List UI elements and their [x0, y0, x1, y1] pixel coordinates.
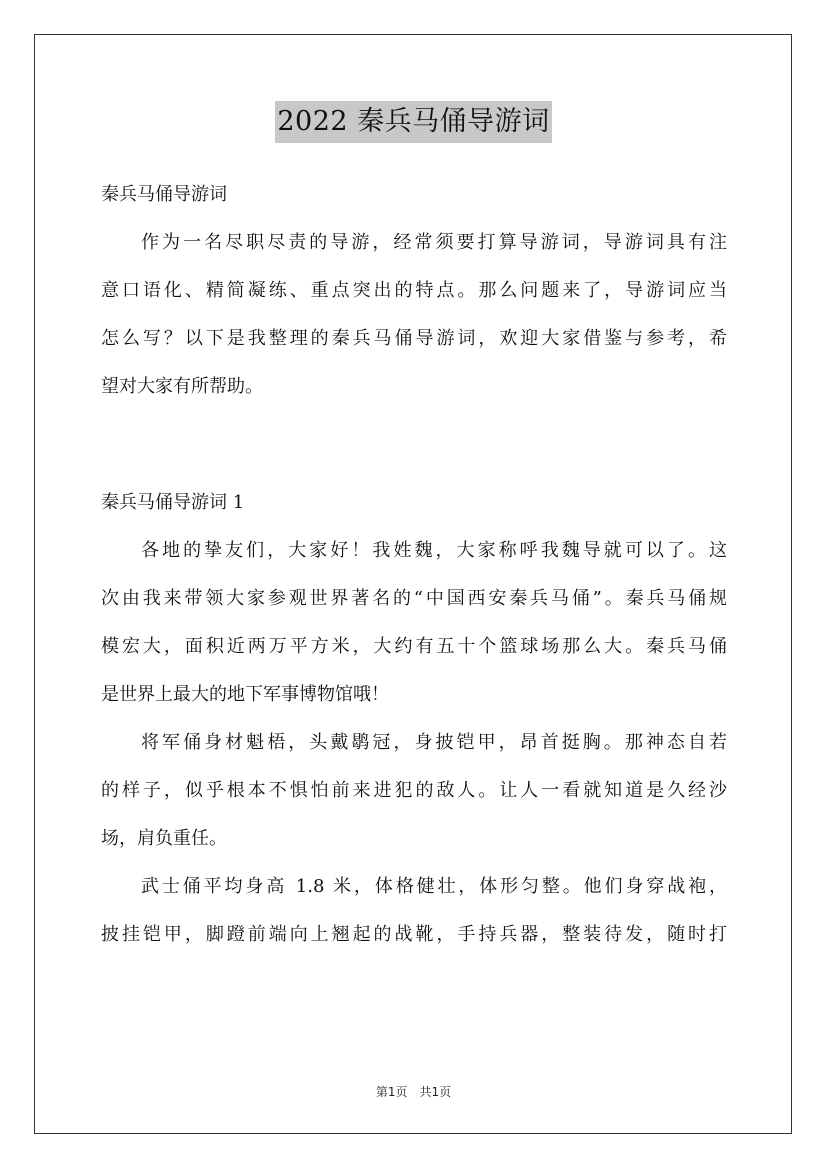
paragraph-line: 披挂铠甲，脚蹬前端向上翘起的战靴，手持兵器，整装待发，随时打: [101, 924, 727, 945]
title-container: [0, 101, 827, 143]
paragraph-line: 武士俑平均身高 1.8 米，体格健壮，体形匀整。他们身穿战袍，: [141, 876, 727, 897]
paragraph-line: 次由我来带领大家参观世界著名的“中国西安秦兵马俑”。秦兵马俑规: [101, 588, 727, 609]
paragraph-line: 意口语化、精简凝练、重点突出的特点。那么问题来了，导游词应当: [101, 280, 727, 301]
paragraph-line: 场，肩负重任。: [101, 828, 227, 849]
paragraph-line: 模宏大，面积近两万平方米，大约有五十个篮球场那么大。秦兵马俑: [101, 636, 727, 657]
section-heading: 秦兵马俑导游词 1: [101, 492, 245, 513]
document-body: [101, 171, 727, 959]
paragraph-line: 各地的挚友们，大家好！我姓魏，大家称呼我魏导就可以了。这: [141, 540, 727, 561]
section-spacer: [101, 411, 727, 479]
intro-paragraph: [101, 219, 727, 411]
page-footer: 第1页 共1页: [375, 1085, 452, 1099]
section-paragraph-3: [101, 863, 727, 959]
paragraph-line: 怎么写？以下是我整理的秦兵马俑导游词，欢迎大家借鉴与参考，希: [101, 328, 727, 349]
paragraph-line: 望对大家有所帮助。: [101, 376, 263, 397]
section-paragraph-2: [101, 719, 727, 863]
paragraph-line: 将军俑身材魁梧，头戴鹖冠，身披铠甲，昂首挺胸。那神态自若: [141, 732, 727, 753]
section-paragraph-1: [101, 527, 727, 719]
document-title: 2022 秦兵马俑导游词: [275, 101, 551, 143]
intro-heading: 秦兵马俑导游词: [101, 184, 227, 205]
paragraph-line: 是世界上最大的地下军事博物馆哦！: [101, 684, 389, 705]
paragraph-line: 作为一名尽职尽责的导游，经常须要打算导游词，导游词具有注: [141, 232, 727, 253]
paragraph-line: 的样子，似乎根本不惧怕前来进犯的敌人。让人一看就知道是久经沙: [101, 780, 727, 801]
